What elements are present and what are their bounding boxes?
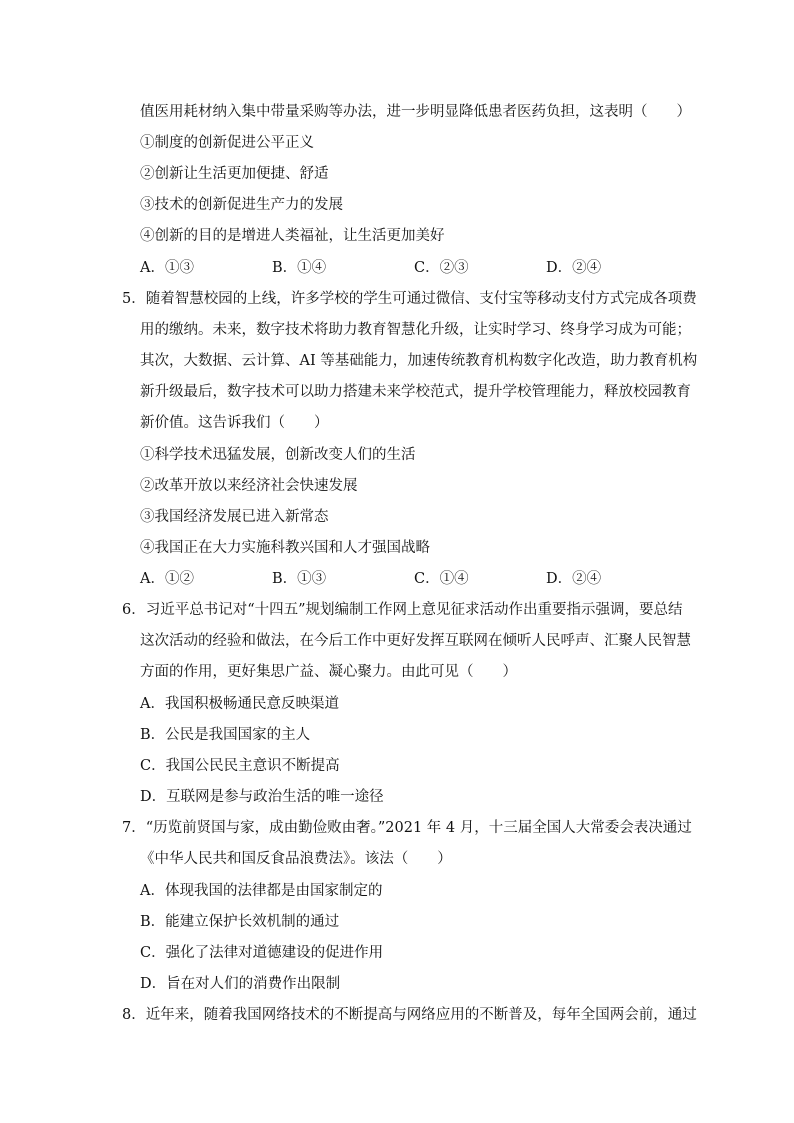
q5-stem-line-2: 用的缴纳。未来，数字技术将助力教育智慧化升级，让实时学习、终身学习成为可能； [140,322,691,338]
q7-option-a[interactable]: A．体现我国的法律都是由国家制定的 [140,883,383,899]
q5-choice-a[interactable]: A．①② [140,571,194,587]
q4-item-2: ②创新让生活更加便捷、舒适 [140,166,329,182]
q7-stem-line-2: 《中华人民共和国反食品浪费法》。该法（ ） [140,851,452,867]
q5-item-2: ②改革开放以来经济社会快速发展 [140,478,358,494]
q5-stem-line-4: 新升级最后，数字技术可以助力搭建未来学校范式，提升学校管理能力，释放校园教育 [140,384,691,400]
q6-option-d[interactable]: D．互联网是参与政治生活的唯一途径 [140,789,384,805]
q6-option-a[interactable]: A．我国积极畅通民意反映渠道 [140,696,339,712]
q7-stem-line-1: 7．“历览前贤国与家，成由勤俭败由奢。”2021 年 4 月，十三届全国人大常委会表决通过 [122,820,692,836]
q7-option-c[interactable]: C．强化了法律对道德建设的促进作用 [140,945,384,961]
q4-choice-c[interactable]: C．②③ [414,260,469,276]
q4-choice-b[interactable]: B．①④ [272,260,327,276]
q6-stem-line-2: 这次活动的经验和做法，在今后工作中更好发挥互联网在倾听人民呼声、汇聚人民智慧 [140,633,691,649]
q5-stem-line-5: 新价值。这告诉我们（ ） [140,415,329,431]
q4-choice-d[interactable]: D．②④ [546,260,602,276]
q6-option-b[interactable]: B．公民是我国国家的主人 [140,727,311,743]
q5-item-4: ④我国正在大力实施科教兴国和人才强国战略 [140,540,430,556]
q6-stem-line-3: 方面的作用，更好集思广益、凝心聚力。由此可见（ ） [140,664,517,680]
q5-item-3: ③我国经济发展已进入新常态 [140,509,329,525]
q8-stem-line-1: 8．近年来，随着我国网络技术的不断提高与网络应用的不断普及，每年全国两会前，通过 [122,1007,697,1023]
q5-stem-line-1: 5．随着智慧校园的上线，许多学校的学生可通过微信、支付宝等移动支付方式完成各项费 [122,291,697,307]
q4-item-1: ①制度的创新促进公平正义 [140,135,314,151]
q5-choice-d[interactable]: D．②④ [546,571,602,587]
q6-option-c[interactable]: C．我国公民民主意识不断提高 [140,758,340,774]
q5-choice-b[interactable]: B．①③ [272,571,327,587]
q4-choice-a[interactable]: A．①③ [140,260,194,276]
q4-stem-tail: 值医用耗材纳入集中带量采购等办法，进一步明显降低患者医药负担，这表明（ ） [140,104,691,120]
q5-item-1: ①科学技术迅猛发展，创新改变人们的生活 [140,447,416,463]
q5-choice-c[interactable]: C．①④ [414,571,469,587]
q4-item-3: ③技术的创新促进生产力的发展 [140,197,343,213]
q4-item-4: ④创新的目的是增进人类福祉，让生活更加美好 [140,228,445,244]
q7-option-b[interactable]: B．能建立保护长效机制的通过 [140,914,340,930]
q7-option-d[interactable]: D．旨在对人们的消费作出限制 [140,976,341,992]
q5-stem-line-3: 其次，大数据、云计算、AI 等基础能力，加速传统教育机构数字化改造，助力教育机构 [140,353,698,369]
q6-stem-line-1: 6．习近平总书记对“十四五”规划编制工作网上意见征求活动作出重要指示强调，要总结 [122,602,683,618]
